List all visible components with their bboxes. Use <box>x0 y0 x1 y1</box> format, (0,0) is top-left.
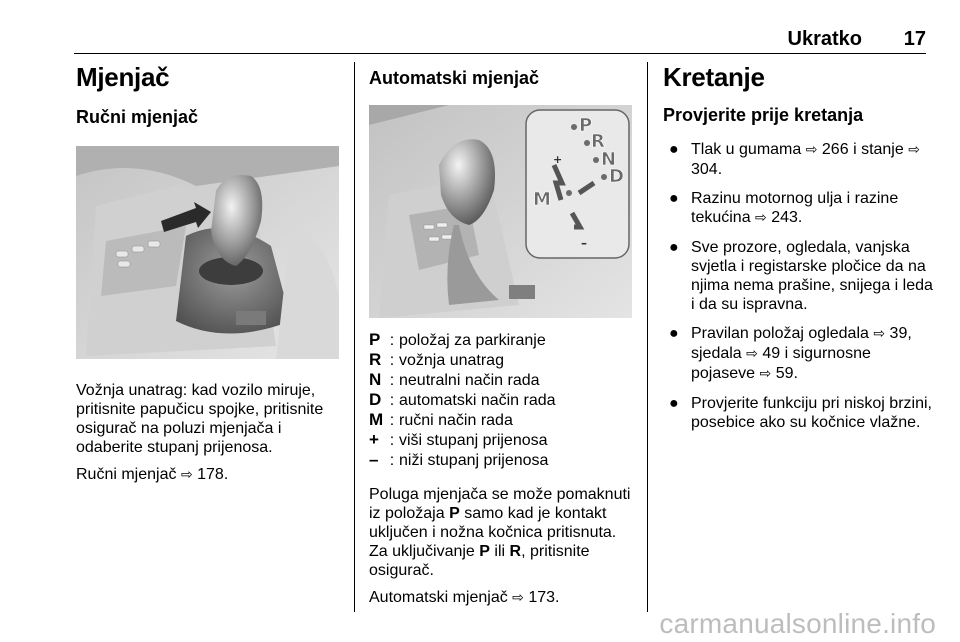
manual-shifter-photo <box>76 146 339 359</box>
reference-page[interactable]: 49 <box>762 345 781 362</box>
automatic-lever-text: Poluga mjenjača se može pomaknuti iz položaja P samo kad je kontakt uključen i nožna kočnica pritisnuta. Za uključivanje P ili R, pritisnite osigurač. <box>369 486 631 579</box>
arrow-reference-icon: ⇨ <box>180 467 193 483</box>
svg-text:+: + <box>553 153 563 166</box>
arrow-reference-icon: ⇨ <box>759 366 772 382</box>
column-driving <box>663 62 933 442</box>
watermark[interactable]: carmanualsonline.info <box>659 608 936 639</box>
reference-page[interactable]: 243. <box>771 209 803 226</box>
section-title: Ukratko <box>787 28 862 50</box>
legend-row: N : neutralni način rada <box>369 370 540 389</box>
legend-row: D : automatski način rada <box>369 390 556 409</box>
reference-page[interactable]: 39, <box>889 325 912 342</box>
reference-page[interactable]: 178. <box>197 466 229 483</box>
checklist <box>663 140 933 432</box>
automatic-shifter-illustration <box>369 105 632 318</box>
page-number: 17 <box>903 28 926 50</box>
column-divider <box>647 62 648 612</box>
reference-page[interactable]: 59. <box>775 365 798 382</box>
heading-check-before-driving: Provjerite prije kretanja <box>663 105 864 125</box>
list-item: ● Provjerite funkciju pri niskoj brzini, posebice ako su kočnice vlažne. <box>669 395 932 431</box>
manual-shifter-illustration <box>76 146 339 359</box>
heading-gearbox: Mjenjač <box>76 62 170 92</box>
arrow-reference-icon: ⇨ <box>755 210 767 226</box>
legend-row: M : ručni način rada <box>369 410 513 429</box>
arrow-reference-icon: ⇨ <box>908 142 920 158</box>
list-item: ● Tlak u gumama ⇨ 266 i stanje ⇨ 304. <box>669 141 920 178</box>
heading-driving: Kretanje <box>663 62 765 92</box>
page-header <box>74 26 926 52</box>
inset-label: M <box>533 189 551 210</box>
reference-page[interactable]: 266 <box>821 141 849 158</box>
arrow-reference-icon: ⇨ <box>746 346 758 362</box>
heading-manual-gearbox: Ručni mjenjač <box>76 107 199 127</box>
automatic-gearbox-reference: Automatski mjenjač ⇨ 173. <box>369 589 560 606</box>
column-automatic-gearbox <box>369 62 635 608</box>
manual-gearbox-reference: Ručni mjenjač ⇨ 178. <box>76 466 229 483</box>
column-manual-gearbox <box>76 62 342 485</box>
arrow-reference-icon: ⇨ <box>805 142 818 158</box>
list-item: ● Pravilan položaj ogledala ⇨ 39, sjedala ⇨ 49 i sigurnosne pojaseve ⇨ 59. <box>669 325 912 382</box>
header-rule <box>74 53 926 54</box>
inset-label: P <box>579 115 593 136</box>
svg-text:–: – <box>581 236 587 250</box>
inset-label: D <box>609 166 624 187</box>
reference-page[interactable]: 173. <box>528 589 560 606</box>
inset-label: N <box>601 149 617 170</box>
arrow-reference-icon: ⇨ <box>873 326 886 342</box>
manual-reverse-text: Vožnja unatrag: kad vozilo miruje, pritisnite papučicu spojke, pritisnite osigurač na poluzi mjenjača i odaberite stupanj prijenosa. <box>76 382 324 456</box>
legend-row: + : viši stupanj prijenosa <box>369 430 548 449</box>
automatic-shifter-photo <box>369 105 632 318</box>
legend-row: P : položaj za parkiranje <box>369 330 546 349</box>
list-item: ● Razinu motornog ulja i razine tekućina ⇨ 243. <box>669 190 899 226</box>
column-divider <box>354 62 355 612</box>
legend-row: R : vožnja unatrag <box>369 350 504 369</box>
heading-automatic-gearbox: Automatski mjenjač <box>369 68 540 88</box>
gear-legend <box>369 330 635 470</box>
arrow-reference-icon: ⇨ <box>512 590 524 606</box>
legend-row: – : niži stupanj prijenosa <box>369 450 549 469</box>
reference-page[interactable]: 304. <box>691 161 723 178</box>
inset-label: R <box>591 131 605 152</box>
list-item: ● Sve prozore, ogledala, vanjska svjetla i registarske pločice da na njima nema prašine, snijega i leda i da su ispravna. <box>669 239 933 313</box>
